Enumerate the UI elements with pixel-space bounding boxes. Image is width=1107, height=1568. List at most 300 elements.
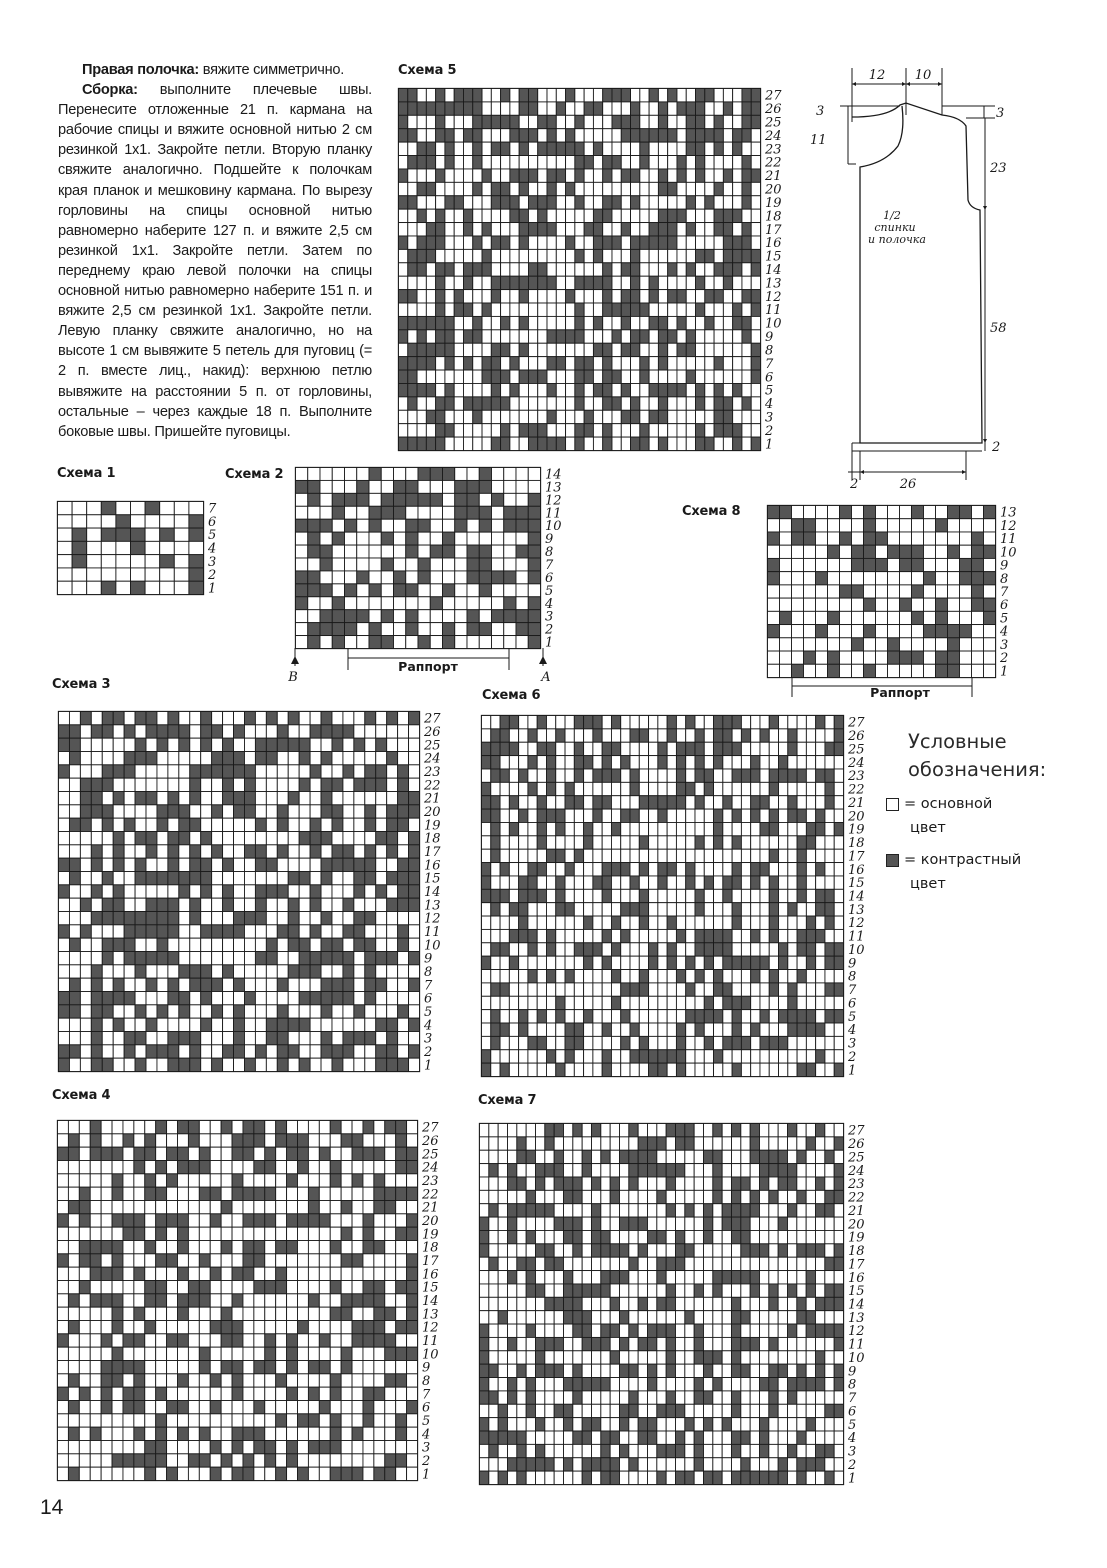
scheme7-cell (610, 1230, 619, 1243)
scheme5-cell (621, 383, 630, 396)
scheme5-cell (584, 370, 593, 383)
scheme5-cell (463, 89, 472, 102)
scheme2-cell (467, 480, 479, 493)
scheme5-cell (686, 370, 695, 383)
scheme3-cell (190, 965, 201, 978)
scheme4-cell (188, 1374, 199, 1387)
scheme7-cell (582, 1204, 591, 1217)
scheme5-cell (668, 290, 677, 303)
scheme8-row-number: 4 (1000, 624, 1009, 640)
scheme3-cell (146, 885, 157, 898)
scheme6-cell (519, 956, 528, 969)
scheme6-cell (658, 769, 667, 782)
scheme5-cell (463, 276, 472, 289)
scheme4-cell (58, 1227, 69, 1240)
scheme6-cell (630, 1050, 639, 1063)
scheme5-cell (668, 142, 677, 155)
scheme6-cell (741, 889, 750, 902)
scheme5-cell (686, 102, 695, 115)
scheme6-cell (528, 782, 537, 795)
scheme4-cell (112, 1414, 123, 1427)
scheme6-cell (565, 996, 574, 1009)
scheme4-cell (101, 1121, 112, 1134)
scheme6-cell (658, 1036, 667, 1049)
scheme4-cell (101, 1294, 112, 1307)
scheme3-cell (91, 898, 102, 911)
scheme6-cell (769, 1010, 778, 1023)
scheme4-cell (385, 1387, 396, 1400)
scheme5-cell (696, 316, 705, 329)
scheme8-cell (876, 558, 888, 571)
scheme4-cell (265, 1227, 276, 1240)
scheme6-cell (658, 903, 667, 916)
scheme4-cell (243, 1134, 254, 1147)
scheme4-cell (330, 1134, 341, 1147)
scheme4-cell (188, 1174, 199, 1187)
scheme7-cell (750, 1150, 759, 1163)
scheme4-cell (265, 1214, 276, 1227)
scheme4-cell (210, 1467, 221, 1480)
scheme6-cell (741, 996, 750, 1009)
scheme4-cell (385, 1374, 396, 1387)
scheme6-cell (806, 716, 815, 729)
scheme4-cell (385, 1414, 396, 1427)
scheme6-cell (686, 903, 695, 916)
scheme5-cell (482, 437, 491, 450)
scheme4-cell (188, 1441, 199, 1454)
scheme6-cell (611, 956, 620, 969)
scheme3-cell (365, 872, 376, 885)
scheme5-cell (621, 316, 630, 329)
scheme5-cell (705, 249, 714, 262)
scheme6-cell (500, 809, 509, 822)
scheme5-cell (473, 316, 482, 329)
scheme7-cell (704, 1164, 713, 1177)
scheme6-cell (797, 1050, 806, 1063)
scheme6-cell (509, 943, 518, 956)
scheme1-cell (160, 541, 175, 554)
scheme3-cell (179, 1045, 190, 1058)
scheme6-cell (834, 729, 843, 742)
scheme2-cell (467, 636, 479, 649)
scheme7-cell (629, 1137, 638, 1150)
scheme4-cell (254, 1321, 265, 1334)
scheme1-cell (101, 528, 116, 541)
scheme4-cell (68, 1161, 79, 1174)
scheme5-cell (426, 410, 435, 423)
scheme3-cell (168, 1045, 179, 1058)
scheme5-cell (482, 316, 491, 329)
scheme3-cell (310, 818, 321, 831)
scheme6-cell (658, 836, 667, 849)
scheme8-cell (912, 651, 924, 664)
scheme1-cell (174, 541, 189, 554)
scheme4-cell (199, 1134, 210, 1147)
scheme3-cell (80, 952, 91, 965)
scheme6-cell (658, 796, 667, 809)
scheme3-cell (376, 965, 387, 978)
scheme3-cell (234, 885, 245, 898)
scheme7-cell (564, 1124, 573, 1137)
scheme6-cell (732, 769, 741, 782)
scheme4-cell (243, 1267, 254, 1280)
scheme3-cell (398, 978, 409, 991)
scheme6-cell (630, 729, 639, 742)
scheme3-cell (310, 858, 321, 871)
scheme2-cell (528, 584, 540, 597)
scheme3-cell (135, 832, 146, 845)
scheme6-cell (630, 916, 639, 929)
scheme5-cell (668, 115, 677, 128)
scheme3-cell (80, 832, 91, 845)
scheme5-cell (482, 397, 491, 410)
scheme3-cell (179, 752, 190, 765)
scheme6-cell (491, 956, 500, 969)
scheme2-cell (430, 493, 442, 506)
scheme7-cell (517, 1150, 526, 1163)
scheme3-cell (201, 712, 212, 725)
scheme2-cell (308, 571, 320, 584)
scheme5-cell (426, 370, 435, 383)
scheme3-cell (135, 778, 146, 791)
scheme7-cell (648, 1137, 657, 1150)
scheme6-cell (825, 1023, 834, 1036)
scheme4-cell (363, 1414, 374, 1427)
scheme6-cell (537, 836, 546, 849)
scheme2-cell (308, 584, 320, 597)
scheme5-cell (445, 223, 454, 236)
scheme4-cell (352, 1401, 363, 1414)
scheme4-cell (156, 1387, 167, 1400)
scheme5-cell (705, 370, 714, 383)
scheme4-cell (90, 1281, 101, 1294)
scheme5-cell (491, 290, 500, 303)
scheme8-cell (828, 585, 840, 598)
scheme4-cell (58, 1281, 69, 1294)
scheme6-cell (491, 1063, 500, 1076)
scheme6-cell (769, 1050, 778, 1063)
scheme8-cell (876, 664, 888, 677)
scheme7-cell (517, 1124, 526, 1137)
scheme8-cell (960, 664, 972, 677)
scheme3-cell (168, 1005, 179, 1018)
scheme5-cell (547, 209, 556, 222)
scheme5-cell (696, 357, 705, 370)
scheme3-row-number: 27 (424, 711, 441, 727)
scheme3-cell (343, 912, 354, 925)
scheme8-cell (900, 598, 912, 611)
scheme5-cell (733, 249, 742, 262)
scheme7-cell (816, 1137, 825, 1150)
scheme3-cell (266, 858, 277, 871)
scheme6-cell (686, 929, 695, 942)
scheme4-cell (352, 1307, 363, 1320)
scheme7-cell (592, 1230, 601, 1243)
scheme7-cell (713, 1190, 722, 1203)
scheme6-cell (714, 1036, 723, 1049)
scheme4-cell (112, 1374, 123, 1387)
scheme2-cell (381, 623, 393, 636)
scheme6-cell (760, 1036, 769, 1049)
scheme3-cell (343, 1045, 354, 1058)
scheme4-cell (90, 1241, 101, 1254)
scheme8-cell (888, 545, 900, 558)
scheme6-cell (649, 996, 658, 1009)
scheme5-cell (426, 397, 435, 410)
scheme7-cell (601, 1150, 610, 1163)
scheme4-cell (178, 1307, 189, 1320)
scheme6-cell (751, 809, 760, 822)
scheme4-cell (254, 1241, 265, 1254)
scheme4-cell (145, 1254, 156, 1267)
scheme3-cell (91, 925, 102, 938)
scheme8-cell (960, 545, 972, 558)
scheme6-cell (639, 849, 648, 862)
scheme6-cell (825, 849, 834, 862)
scheme6-cell (611, 996, 620, 1009)
scheme3-cell (234, 912, 245, 925)
scheme6-cell (732, 1050, 741, 1063)
scheme2-cell (332, 597, 344, 610)
scheme3-cell (299, 938, 310, 951)
scheme6-cell (667, 1050, 676, 1063)
scheme6-cell (584, 889, 593, 902)
scheme6-cell (482, 876, 491, 889)
scheme6-cell (816, 889, 825, 902)
scheme6-cell (797, 956, 806, 969)
scheme3-cell (277, 1045, 288, 1058)
scheme5-cell (491, 223, 500, 236)
scheme5-cell (436, 437, 445, 450)
scheme7-cell (741, 1217, 750, 1230)
scheme5-cell (482, 156, 491, 169)
scheme5-cell (547, 397, 556, 410)
scheme3-cell (80, 1032, 91, 1045)
scheme5-cell (445, 89, 454, 102)
scheme3-row-number: 15 (424, 871, 441, 887)
scheme7-cell (778, 1150, 787, 1163)
scheme4-cell (374, 1254, 385, 1267)
scheme5-cell (723, 263, 732, 276)
scheme5-cell (575, 102, 584, 115)
scheme8-cell (948, 506, 960, 519)
scheme4-cell (101, 1374, 112, 1387)
scheme4-cell (79, 1441, 90, 1454)
scheme6-cell (704, 836, 713, 849)
scheme3-cell (409, 752, 420, 765)
scheme2-cell (504, 558, 516, 571)
scheme3-cell (59, 885, 70, 898)
scheme6-cell (760, 1063, 769, 1076)
scheme5-cell (593, 343, 602, 356)
scheme5-cell (649, 290, 658, 303)
scheme2-cell (381, 480, 393, 493)
scheme3-cell (244, 778, 255, 791)
scheme3-cell (201, 872, 212, 885)
scheme8-cell (780, 585, 792, 598)
scheme1-row-number: 5 (208, 528, 217, 544)
scheme4-cell (374, 1401, 385, 1414)
scheme6-cell (593, 863, 602, 876)
scheme6-cell (546, 756, 555, 769)
scheme6-cell (714, 836, 723, 849)
scheme3-cell (321, 885, 332, 898)
scheme6-cell (797, 996, 806, 1009)
scheme3-cell (266, 725, 277, 738)
scheme4-cell (199, 1147, 210, 1160)
scheme5-cell (547, 236, 556, 249)
scheme8-cell (852, 532, 864, 545)
scheme6-cell (649, 903, 658, 916)
scheme7-cell (704, 1124, 713, 1137)
scheme3-cell (299, 965, 310, 978)
scheme5-cell (640, 303, 649, 316)
scheme3-cell (321, 872, 332, 885)
scheme3-cell (288, 872, 299, 885)
scheme5-cell (538, 397, 547, 410)
scheme6-cell (760, 809, 769, 822)
scheme6-cell (741, 970, 750, 983)
scheme5-cell (751, 249, 760, 262)
scheme4-row-number: 12 (422, 1320, 439, 1336)
scheme3-cell (332, 1058, 343, 1071)
scheme5-cell (575, 115, 584, 128)
scheme2-cell (381, 506, 393, 519)
scheme8-cell (780, 638, 792, 651)
scheme3-cell (398, 725, 409, 738)
scheme3-cell (244, 938, 255, 951)
scheme2-cell (357, 519, 369, 532)
scheme4-cell (112, 1427, 123, 1440)
scheme5-cell (603, 330, 612, 343)
scheme8-cell (780, 598, 792, 611)
scheme5-cell (445, 437, 454, 450)
scheme2-cell (479, 493, 491, 506)
scheme6-cell (649, 970, 658, 983)
scheme5-cell (612, 169, 621, 182)
scheme4-row-number: 24 (422, 1160, 439, 1176)
scheme5-row-number: 8 (765, 343, 774, 359)
scheme4-cell (385, 1227, 396, 1240)
scheme3-cell (124, 765, 135, 778)
scheme3-cell (398, 858, 409, 871)
scheme2-cell (332, 623, 344, 636)
scheme4-cell (68, 1241, 79, 1254)
scheme7-cell (508, 1124, 517, 1137)
scheme4-cell (330, 1267, 341, 1280)
scheme4-cell (79, 1307, 90, 1320)
scheme5-cell (566, 236, 575, 249)
scheme6-cell (714, 996, 723, 1009)
scheme7-cell (638, 1124, 647, 1137)
scheme4-row-number: 2 (422, 1454, 431, 1469)
scheme4-cell (254, 1187, 265, 1200)
scheme6-cell (611, 742, 620, 755)
scheme3-cell (146, 845, 157, 858)
scheme5-cell (705, 424, 714, 437)
scheme4-cell (90, 1387, 101, 1400)
scheme4-cell (319, 1241, 330, 1254)
scheme5-cell (649, 330, 658, 343)
scheme5-cell (658, 209, 667, 222)
scheme4-cell (330, 1147, 341, 1160)
scheme3-cell (365, 778, 376, 791)
scheme8-cell (972, 664, 984, 677)
scheme2-cell (308, 532, 320, 545)
scheme6-cell (676, 809, 685, 822)
scheme6-cell (546, 716, 555, 729)
scheme5-cell (593, 249, 602, 262)
scheme6-cell (741, 943, 750, 956)
scheme6-cell (816, 809, 825, 822)
scheme5-cell (426, 236, 435, 249)
scheme4-cell (221, 1467, 232, 1480)
scheme7-cell (517, 1230, 526, 1243)
scheme3-cell (409, 978, 420, 991)
scheme2-cell (418, 571, 430, 584)
scheme6-cell (816, 742, 825, 755)
scheme3-cell (157, 978, 168, 991)
scheme6-cell (714, 716, 723, 729)
scheme8-cell (768, 651, 780, 664)
scheme6-cell (667, 809, 676, 822)
scheme5-cell (445, 182, 454, 195)
scheme4-cell (341, 1294, 352, 1307)
scheme3-cell (343, 1005, 354, 1018)
scheme3-cell (135, 1032, 146, 1045)
scheme6-cell (528, 996, 537, 1009)
scheme3-cell (387, 925, 398, 938)
scheme6-cell (834, 796, 843, 809)
scheme8-cell (912, 625, 924, 638)
scheme1-cell (160, 568, 175, 581)
scheme5-cell (612, 276, 621, 289)
scheme3-cell (135, 1005, 146, 1018)
scheme6-cell (639, 1036, 648, 1049)
scheme8-cell (924, 519, 936, 532)
scheme8-cell (900, 572, 912, 585)
scheme6-cell (797, 876, 806, 889)
scheme3-cell (354, 765, 365, 778)
scheme6-row-number: 8 (848, 969, 857, 985)
scheme8-cell (780, 506, 792, 519)
scheme3-cell (409, 805, 420, 818)
scheme3-cell (354, 1058, 365, 1071)
scheme3-cell (91, 712, 102, 725)
scheme7-cell (816, 1124, 825, 1137)
scheme2-cell (479, 532, 491, 545)
scheme6-cell (806, 729, 815, 742)
scheme3-cell (409, 712, 420, 725)
scheme4-cell (90, 1467, 101, 1480)
scheme5-cell (417, 276, 426, 289)
scheme3-cell (365, 912, 376, 925)
scheme3-cell (146, 898, 157, 911)
scheme7-cell (713, 1204, 722, 1217)
scheme4-cell (276, 1281, 287, 1294)
scheme8-cell (984, 625, 996, 638)
scheme7-cell (694, 1177, 703, 1190)
scheme3-cell (255, 872, 266, 885)
scheme5-cell (519, 182, 528, 195)
scheme6-cell (621, 889, 630, 902)
scheme5-cell (436, 142, 445, 155)
scheme5-cell (566, 115, 575, 128)
scheme8-cell (816, 585, 828, 598)
scheme2-cell (369, 493, 381, 506)
scheme4-cell (112, 1467, 123, 1480)
scheme6-cell (546, 983, 555, 996)
